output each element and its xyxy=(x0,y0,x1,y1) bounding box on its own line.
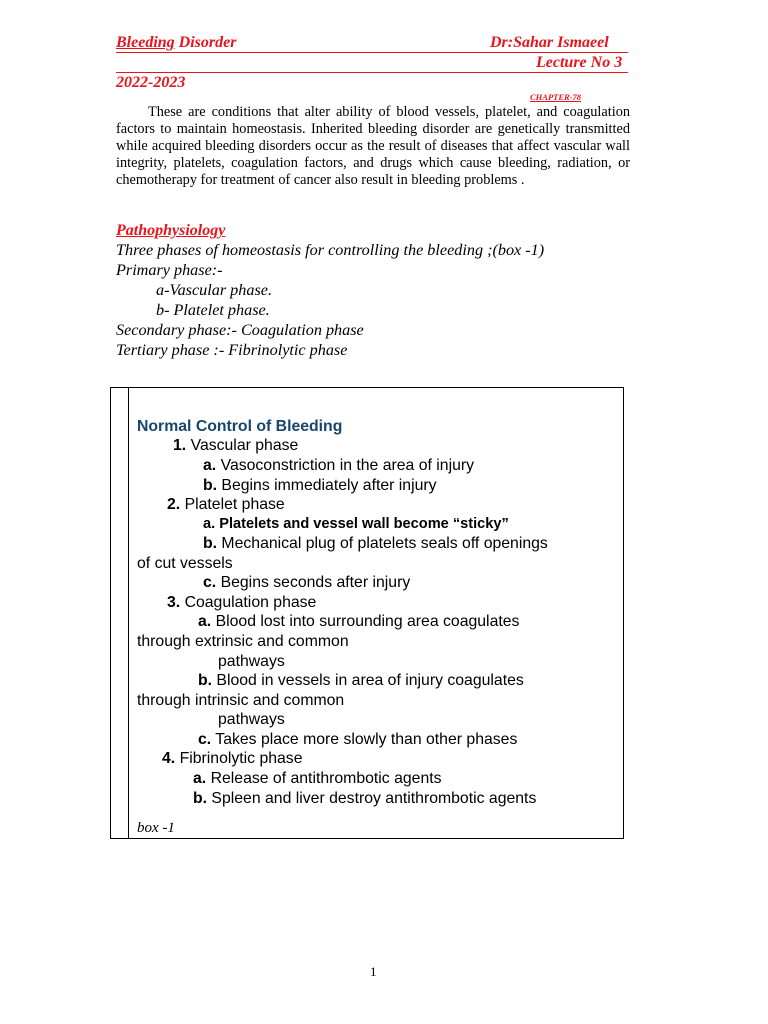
phase-4-heading: 4. Fibrinolytic phase xyxy=(162,750,303,767)
phase-3-item-a: a. Blood lost into surrounding area coagulates xyxy=(198,613,520,630)
phase-1-item-b: b. Begins immediately after injury xyxy=(203,477,437,494)
phase-4-item-a: a. Release of antithrombotic agents xyxy=(193,770,442,787)
phase-4-item-b: b. Spleen and liver destroy antithrombotic agents xyxy=(193,790,537,807)
phase-2-heading: 2. Platelet phase xyxy=(167,496,285,513)
header-rule xyxy=(116,52,628,53)
page-number: 1 xyxy=(370,964,377,979)
phase-3-item-b-cont: through intrinsic and common xyxy=(137,692,345,709)
pathophysiology-line: b- Platelet phase. xyxy=(156,301,270,319)
phase-2-item-a: a. Platelets and vessel wall become “sticky” xyxy=(203,516,509,532)
pathophysiology-line: Three phases of homeostasis for controlling the bleeding ;(box -1) xyxy=(116,241,545,259)
author-name: Dr:Sahar Ismaeel xyxy=(490,34,609,51)
pathophysiology-line: Secondary phase:- Coagulation phase xyxy=(116,321,364,339)
phase-2-item-b: b. Mechanical plug of platelets seals off openings xyxy=(203,535,548,552)
pathophysiology-line: Primary phase:- xyxy=(116,261,223,279)
document-title: Bleeding Disorder xyxy=(116,34,237,51)
lecture-number: Lecture No 3 xyxy=(536,54,623,71)
phase-3-item-a-cont2: pathways xyxy=(218,653,285,670)
phase-3-item-b-cont2: pathways xyxy=(218,711,285,728)
pathophysiology-line: Tertiary phase :- Fibrinolytic phase xyxy=(116,341,348,359)
phase-2-item-b-cont: of cut vessels xyxy=(137,555,233,572)
box-divider xyxy=(128,387,129,839)
phase-3-item-a-cont: through extrinsic and common xyxy=(137,633,349,650)
pathophysiology-heading: Pathophysiology xyxy=(116,222,226,239)
phase-3-heading: 3. Coagulation phase xyxy=(167,594,317,611)
phase-3-item-c: c. Takes place more slowly than other phases xyxy=(198,731,518,748)
phase-3-item-b: b. Blood in vessels in area of injury coagulates xyxy=(198,672,524,689)
phase-1-heading: 1. Vascular phase xyxy=(173,437,299,454)
box-caption: box -1 xyxy=(137,820,175,836)
chapter-label: CHAPTER-78 xyxy=(530,92,582,102)
phase-1-item-a: a. Vasoconstriction in the area of injury xyxy=(203,457,475,474)
header-rule-2 xyxy=(116,72,628,73)
phase-2-item-c: c. Begins seconds after injury xyxy=(203,574,411,591)
box-title: Normal Control of Bleeding xyxy=(137,418,343,435)
pathophysiology-line: a-Vascular phase. xyxy=(156,281,272,299)
academic-year: 2022-2023 xyxy=(116,74,186,91)
intro-paragraph: These are conditions that alter ability of blood vessels, platelet, and coagulation factors to maintain homeostasis. Inherited bleeding disorder are genetically transmitted while acquired bleeding disorders occur as the result of diseases that affect vascular wall integrity, platelets, coagulation factors, and drugs which cause bleeding, radiation, or chemotherapy for treatment of cancer also result in bleeding problems . xyxy=(116,104,630,188)
